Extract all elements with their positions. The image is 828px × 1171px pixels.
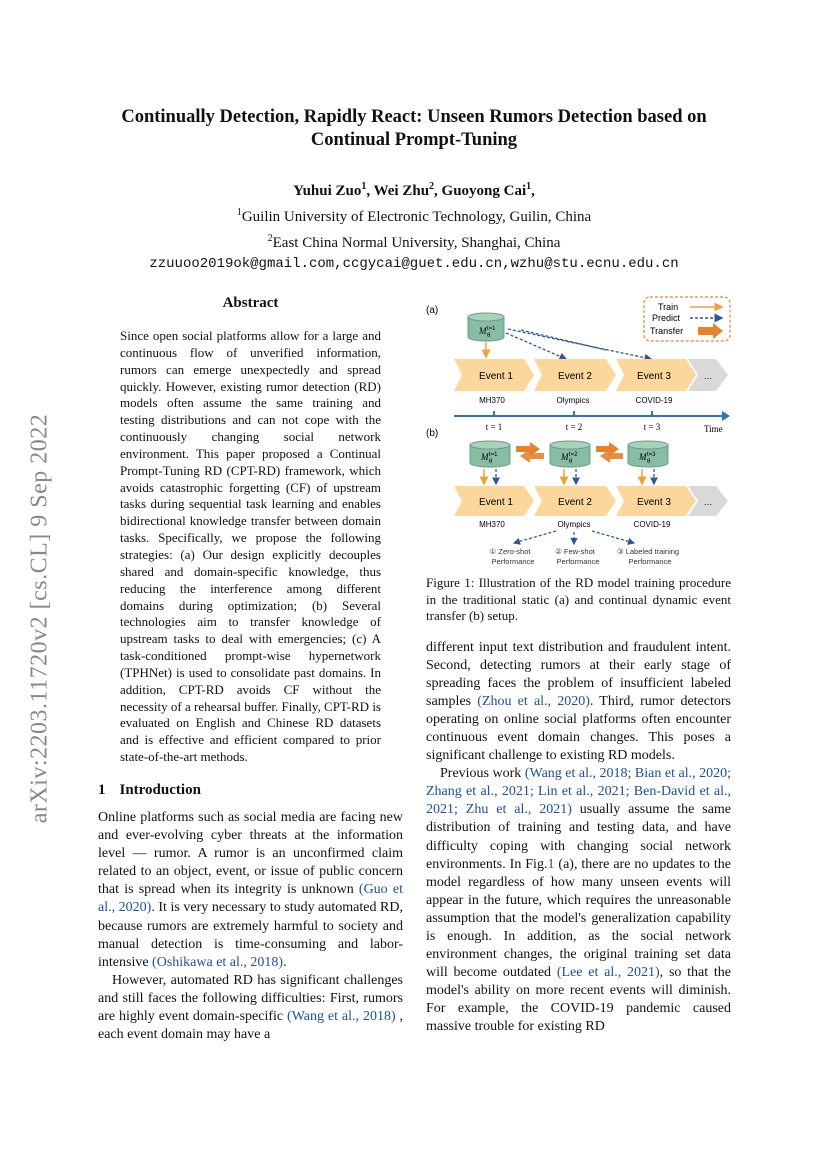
legend-transfer-label: Transfer [650, 326, 684, 336]
citation-link[interactable]: (Zhou et al., 2020) [477, 693, 590, 709]
legend-transfer-arrow [698, 323, 723, 339]
event-label: Event 3 [637, 371, 671, 382]
legend-predict-label: Predict [652, 313, 681, 323]
performance-line2: Performance [556, 557, 600, 566]
model-label: M [639, 452, 647, 462]
arxiv-id: arXiv:2203.11720v2 [cs.CL] 9 Sep 2022 [26, 413, 53, 824]
author-aff: 2 [429, 181, 435, 192]
model-sup: t=1 [487, 326, 496, 332]
performance-label [617, 547, 679, 556]
figure-diagram [426, 295, 731, 567]
author-block [80, 176, 748, 275]
event-label: Event 3 [637, 497, 671, 508]
author-name: Wei Zhu [373, 183, 430, 199]
affiliation [80, 202, 748, 228]
arxiv-watermark [22, 380, 52, 860]
event-row-b [454, 486, 728, 516]
section-number: 1 [98, 781, 106, 798]
paragraph: However, automated RD has significant challenges and still faces the following difficulties: First, rumors are highly event domain-specific (Wang et al., 2018) , each event domain may have a [98, 972, 404, 1043]
model-sup: t=2 [569, 452, 578, 458]
citation-link[interactable]: (Oshikawa et al., 2018) [152, 954, 284, 970]
event-row-a [454, 359, 728, 391]
text-run: Online platforms such as social media are facing new and ever-evolving cyber threats at the information level — rumor. A rumor is an unconfirmed claim related to an object, event, or issue of public concern that is spread when its integrity is unknown [98, 809, 403, 898]
paper-title: Continually Detection, Rapidly React: Unseen Rumors Detection based on Continual Prompt-Tuning [121, 107, 707, 150]
model-b-3 [628, 441, 668, 467]
model-sup: t=1 [489, 452, 498, 458]
performance-line2: Performance [628, 557, 672, 566]
event-label-more: … [703, 371, 713, 381]
intro-body-left [98, 809, 403, 1044]
text-run: However, automated RD has significant challenges and still faces the following difficulties: First, rumors are highly event domain-specific [98, 972, 403, 1024]
performance-line1: Few-shot [563, 547, 595, 556]
figure-caption: Figure 1: Illustration of the RD model training procedure in the traditional static (a) and continual dynamic event transfer (b) setup. [426, 575, 731, 623]
model-b-2 [550, 441, 590, 467]
event-label: Event 1 [479, 497, 513, 508]
timestep-label: t = 3 [643, 422, 661, 432]
affiliation-text: Guilin University of Electronic Technology, Guilin, China [241, 209, 592, 225]
performance-arrow [592, 531, 634, 543]
event-label-more: … [703, 497, 713, 507]
intro-body-right [426, 639, 731, 1037]
performance-line2: Performance [491, 557, 535, 566]
model-label: M [479, 326, 487, 336]
citation-link[interactable]: (Guo et al., 2020) [98, 882, 403, 916]
figure-ref-link[interactable]: 1 [547, 856, 555, 872]
performance-num: ③ [616, 547, 624, 556]
section-title: Introduction [119, 781, 201, 798]
timestep-label: t = 1 [485, 422, 503, 432]
model-sub: θ [489, 459, 493, 465]
event-name: COVID-19 [633, 520, 671, 529]
text-run: . It is very necessary to study automated RD, because rumors are extremely harmful to society and manual detection is time-consuming and labor-intensive [98, 900, 403, 970]
text-run: (a), there are no updates to the model regardless of how many unseen events will appear in the future, which requires the unreasonable assumption that the model's generalization capability is enough. In addition, as the social network environment changes, the original training set data will become outdated [426, 856, 731, 981]
performance-num: ② [555, 547, 562, 556]
citation-link[interactable]: (Wang et al., 2018; Bian et al., 2020; Zhang et al., 2021; Lin et al., 2021; Ben-David et al., 2021; Zhu et al., 2021) [426, 766, 732, 818]
abstract-text: Since open social platforms allow for a large and continuous flow of unverified information, rumors can emerge unexpectedly and spread quickly. However, existing rumor detection (RD) models often assume the same training and testing distributions and can not cope with the continuously changing social network environment. This paper proposed a Continual Prompt-Tuning RD (CPT-RD) framework, which avoids catastrophic forgetting (CF) of upstream tasks during sequential task learning and enables bidirectional knowledge transfer between domain tasks. Specifically, we propose the following strategies: (a) Our design explicitly decouples shared and domain-specific knowledge, thus reducing the interference among different domains during optimization; (b) Several technologies aim to transfer knowledge of upstream tasks to deal with emergencies; (c) A task-conditioned prompt-wise hypernetwork (TPHNet) is used to consolidate past domains. In addition, CPT-RD avoids CF without the necessity of a rehearsal buffer. Finally, CPT-RD is evaluated on English and Chinese RD datasets and is effective and efficient compared to prior state-of-the-art methods. [120, 328, 381, 765]
performance-label [490, 547, 532, 556]
event-label: Event 1 [479, 371, 513, 382]
abstract-heading: Abstract [222, 295, 279, 311]
figure-1 [426, 295, 731, 567]
time-label: Time [704, 424, 723, 434]
event-name: Olympics [557, 520, 591, 529]
left-column [98, 295, 403, 1044]
author-name: Yuhui Zuo [293, 183, 362, 199]
affiliation-id: 1 [236, 207, 242, 218]
event-name: Olympics [556, 396, 590, 405]
panel-label-a: (a) [426, 305, 439, 316]
event-label: Event 2 [558, 497, 592, 508]
author-aff: 1 [361, 181, 367, 192]
right-column [426, 295, 731, 1037]
text-run: usually assume the same distribution of training and testing data, and have difficulty coping with changing social network environments. In Fig. [426, 802, 732, 872]
citation-link[interactable]: (Lee et al., 2021) [556, 965, 660, 981]
citation-link[interactable]: (Wang et al., 2018) [287, 1008, 396, 1024]
timeline-arrowhead [722, 411, 730, 421]
performance-label [555, 547, 596, 556]
paragraph [98, 809, 403, 972]
text-run: Previous work [440, 766, 522, 782]
model-a [468, 313, 504, 341]
paragraph [426, 639, 731, 766]
legend [644, 297, 730, 341]
text-run: . Third, rumor detectors operating on online social platforms often encounter continuous event domain changes. This poses a significant challenge to existing RD models. [426, 693, 731, 764]
event-name: MH370 [479, 396, 505, 405]
performance-line1: Labeled training [625, 547, 680, 556]
text-run: , so that the model's ability on more recent events will diminish. For example, the COVID-19 pandemic caused massive trouble for existing RD [426, 965, 732, 1035]
performance-line1: Zero-shot [498, 547, 531, 556]
model-b-1 [470, 441, 510, 467]
author-name: Guoyong Cai [441, 183, 527, 199]
model-label: M [481, 452, 489, 462]
affiliation-id: 2 [267, 233, 273, 244]
model-sup: t=3 [647, 452, 656, 458]
panel-label-b: (b) [426, 428, 439, 439]
model-sub: θ [487, 333, 491, 339]
performance-arrow [514, 531, 556, 543]
author-emails: zzuuoo2019ok@gmail.com,ccgycai@guet.edu.cn,wzhu@stu.ecnu.edu.cn [149, 256, 679, 272]
author-aff: 1 [526, 181, 532, 192]
paragraph [426, 765, 731, 1036]
legend-train-label: Train [658, 302, 679, 312]
text-run: . [283, 954, 287, 970]
event-name: MH370 [479, 520, 505, 529]
model-sub: θ [569, 459, 573, 465]
affiliation [80, 228, 748, 254]
model-sub: θ [647, 459, 651, 465]
timestep-label: t = 2 [565, 422, 583, 432]
affiliation-text: East China Normal University, Shanghai, China [272, 235, 561, 251]
section-heading [98, 782, 403, 799]
predict-arrow [506, 333, 566, 359]
performance-num: ① [489, 547, 497, 556]
author-names: Yuhui Zuo$^1$, Wei Zhu$^2$, Guoyong Cai$^1$, [293, 181, 535, 199]
event-label: Event 2 [558, 371, 592, 382]
model-label: M [561, 452, 569, 462]
event-name: COVID-19 [635, 396, 673, 405]
text-run: different input text distribution and fraudulent intent. Second, detecting rumors at their early stage of spreading faces the problem of insufficient labeled samples [426, 639, 731, 709]
